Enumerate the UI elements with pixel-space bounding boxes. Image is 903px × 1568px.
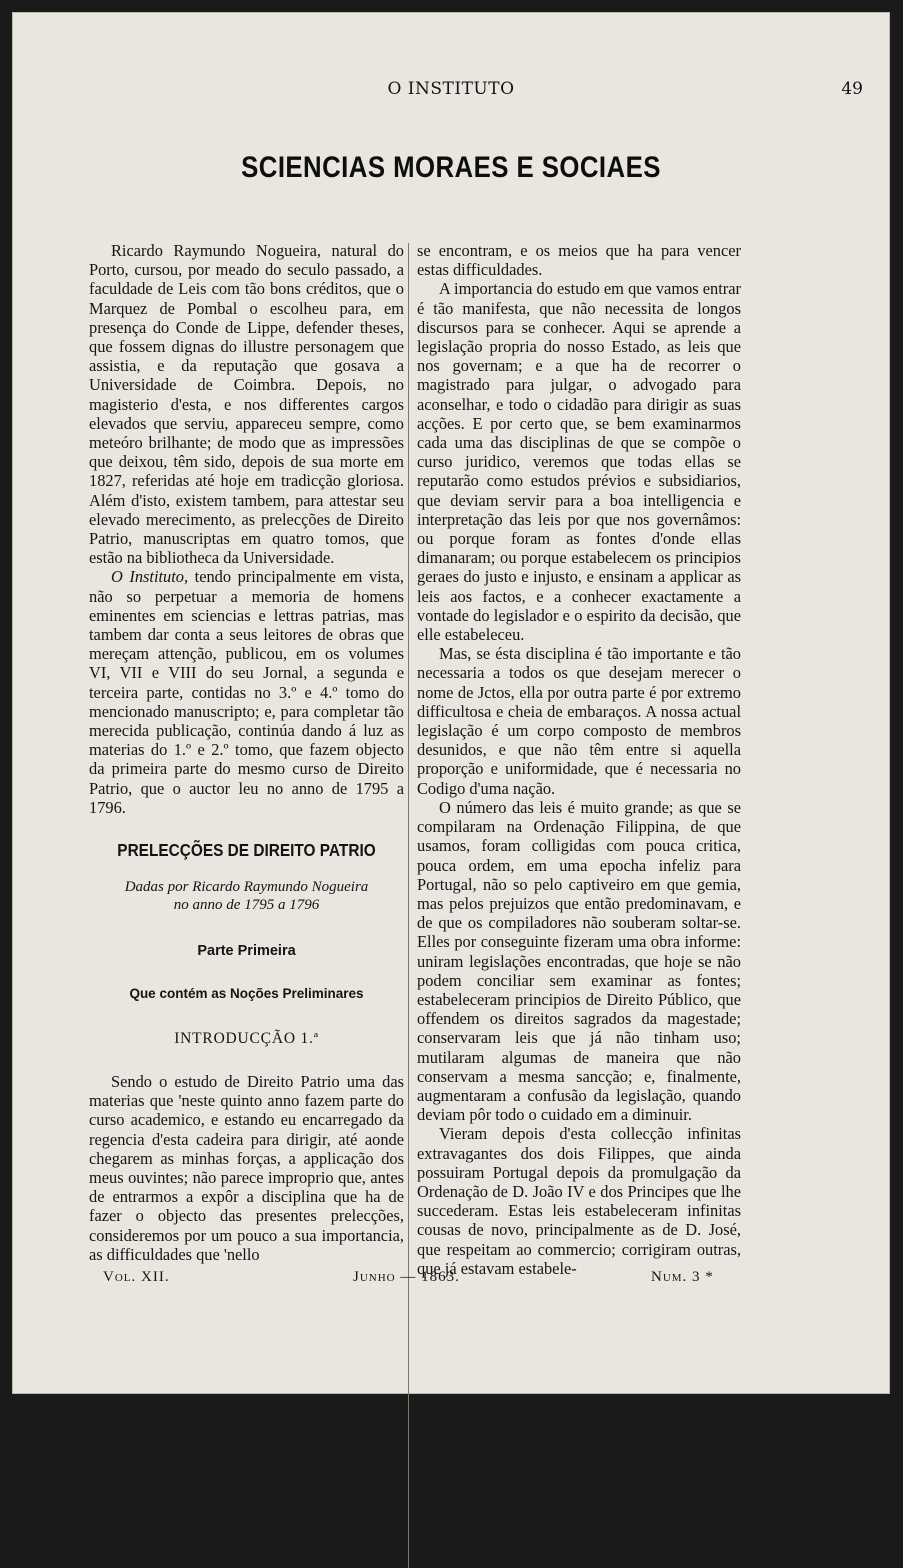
right-paragraph-5: Vieram depois d'esta collecção infinitas extravagantes dos dois Filippes, que ainda possuiram Portugal depois da promulgação da Ordenação de D. João IV e dos Principes que lhe succederam. Estas leis estabeleceram infinitas cousas de novo, principalmente as de D. José, que respeitam ao commercio; corrigiram outras, que já estavam estabele- <box>417 1124 741 1278</box>
section-title: SCIENCIAS MORAES E SOCIAES <box>241 151 661 184</box>
column-divider <box>408 243 409 1568</box>
right-paragraph-1: se encontram, e os meios que ha para vencer estas difficuldades. <box>417 241 741 280</box>
left-column <box>89 241 404 1264</box>
left-paragraph-1: Ricardo Raymundo Nogueira, natural do Porto, cursou, por meado do seculo passado, a faculdade de Leis com tão bons créditos, que o Marquez de Pombal o escolheu para, em presença do Conde de Lippe, defender theses, que fossem dignas do illustre personagem que assistia, e da reputação que gosava a Universidade de Coimbra. Depois, no magisterio d'esta, e nos differentes cargos elevados que serviu, appareceu sempre, como meteóro brilhante; de modo que as impressões que deixou, têm sido, depois de sua morte em 1827, referidas até hoje em tradicção gloriosa. Além d'isto, existem tambem, para attestar seu elevado merecimento, as prelecções de Direito Patrio, manuscriptas em quatro tomos, que estão na bibliotheca da Universidade. <box>89 241 404 568</box>
footer-volume: Vol. XII. <box>103 1269 170 1285</box>
right-paragraph-4: O número das leis é muito grande; as que se compilaram na Ordenação Filippina, de que usamos, foram colligidas com pouca critica, pouca ordem, em uma epocha infeliz para Portugal, não so pelo captiveiro em que gemia, mas pelos prejuizos que então predominavam, e de que os compiladores não souberam soltar-se. Elles por conseguinte fizeram uma obra informe: uniram legislações encontradas, que hoje se não podem conciliar sem examinar as fontes; estabeleceram principios de Direito Público, que offendem os direitos sagrados da magestade; conservaram leis que já não tinham uso; mutilaram algumas de maneira que não conservam a mesma sancção; e, finalmente, augmentaram a confusão da legislação, quando deviam pôr todo o cuidado em a diminuir. <box>417 797 741 1125</box>
introduction-heading: INTRODUCÇÃO 1.ª <box>174 1029 319 1047</box>
journal-page <box>12 12 890 1394</box>
footer-number: Num. 3 * <box>651 1269 714 1285</box>
part-title: Parte Primeira <box>197 943 296 960</box>
left-paragraph-2 <box>89 567 404 817</box>
right-column <box>417 241 741 1278</box>
page-number: 49 <box>841 79 863 99</box>
left-paragraph-2-text: tendo principalmente em vista, não so perpetuar a memoria de homens eminentes em sciencias e lettras patrias, mas tambem dar conta a seus leitores de obras que mereçam attenção, publicou, em os volumes VI, VII e VIII do seu Jornal, a segunda e terceira parte, contidas no 3.º e 4.º tomo do mencionado manuscripto; e, para completar tão merecida publicação, continúa dando á luz as materias do 1.º e 2.º tomo, que fazem objecto da primeira parte do mesmo curso de Direito Patrio, que o auctor leu no anno de 1795 a 1796. <box>89 567 405 817</box>
dated-line-2: no anno de 1795 a 1796 <box>173 897 320 914</box>
journal-title-italic: O Instituto, <box>111 567 189 587</box>
left-paragraph-3: Sendo o estudo de Direito Patrio uma das materias que 'neste quinto anno fazem parte do curso academico, e estando eu encarregado da regencia d'esta cadeira para dirigir, até aonde chegarem as minhas forças, a applicação dos meus ouvintes; não parece improprio que, antes de entrarmos a expôr a disciplina que ha de fazer o objecto das presentes prelecções, consideremos por um pouco a sua importancia, as difficuldades que 'nello <box>89 1071 404 1264</box>
contents-line: Que contém as Noções Preliminares <box>129 985 364 1001</box>
right-paragraph-3: Mas, se ésta disciplina é tão importante e tão necessaria a todos os que desejam merecer o nome de Jctos, ella por outra parte é por extremo difficultosa e cheia de embaraços. A nossa actual legislação é um corpo composto de membros desunidos, e que não têm entre si aquella proporção e uniformidade, que é necessaria no Codigo d'uma nação. <box>417 644 741 798</box>
right-paragraph-2: A importancia do estudo em que vamos entrar é tão manifesta, que não necessita de longos discursos para se conhecer. Aqui se aprende a legislação propria do nosso Estado, as leis que nos governam; e a que ha de recorrer o magistrado para julgar, o advogado para aconselhar, e todo o cidadão para dirigir as suas acções. E por certo que, se bem examinarmos cada uma das disciplinas de que se compõe o curso juridico, veremos que todas ellas se reputarão como estudos prévios e subsidiarios, que deviam servir para a boa intelligencia e interpretação das leis por que nos governâmos: ou porque foram as fontes d'onde ellas dimanaram; ou porque estabelecem os principios geraes do justo e injusto, e ensinam a applicar as leis aos factos, e a conhecer exactamente a vontade do legislador e o espirito da decisão, que elle estabeleceu. <box>417 279 741 645</box>
dated-line-1: Dadas por Ricardo Raymundo Nogueira <box>124 879 369 896</box>
lectures-title: PRELECÇÕES DE DIREITO PATRIO <box>117 840 376 861</box>
page-footer <box>13 1269 889 1291</box>
footer-date: Junho — 1863. <box>353 1269 460 1285</box>
journal-name: O INSTITUTO <box>387 79 515 99</box>
running-head <box>13 75 889 105</box>
